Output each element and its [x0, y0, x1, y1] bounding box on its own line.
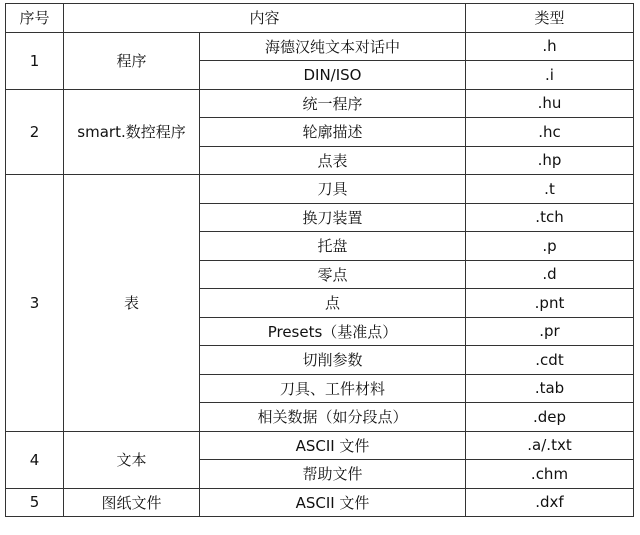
file-extension-cell: .a/.txt: [466, 431, 634, 460]
table-row: [6, 431, 634, 460]
file-extension-cell: .pr: [466, 317, 634, 346]
file-extension-cell: .t: [466, 175, 634, 204]
item-cell: 海德汉纯文本对话中: [200, 32, 466, 61]
category-cell: 表: [64, 175, 200, 432]
item-cell: ASCII 文件: [200, 488, 466, 517]
table-row: [6, 488, 634, 517]
item-cell: 点表: [200, 146, 466, 175]
file-extension-cell: .dep: [466, 403, 634, 432]
file-extension-cell: .hp: [466, 146, 634, 175]
file-extension-cell: .hc: [466, 118, 634, 147]
header-type: 类型: [466, 4, 634, 33]
file-extension-cell: .hu: [466, 89, 634, 118]
table-row: [6, 32, 634, 61]
header-row: [6, 4, 634, 33]
file-extension-cell: .h: [466, 32, 634, 61]
table-row: [6, 89, 634, 118]
file-extension-cell: .chm: [466, 460, 634, 489]
file-type-table-container: [5, 3, 634, 517]
file-type-table: [5, 3, 634, 517]
table-body: [6, 32, 634, 517]
file-extension-cell: .dxf: [466, 488, 634, 517]
row-number-cell: 1: [6, 32, 64, 89]
item-cell: DIN/ISO: [200, 61, 466, 90]
item-cell: 点: [200, 289, 466, 318]
item-cell: 刀具: [200, 175, 466, 204]
category-cell: 文本: [64, 431, 200, 488]
item-cell: 零点: [200, 260, 466, 289]
row-number-cell: 4: [6, 431, 64, 488]
file-extension-cell: .cdt: [466, 346, 634, 375]
item-cell: 托盘: [200, 232, 466, 261]
table-row: [6, 175, 634, 204]
item-cell: 相关数据（如分段点）: [200, 403, 466, 432]
category-cell: smart.数控程序: [64, 89, 200, 175]
file-extension-cell: .i: [466, 61, 634, 90]
item-cell: Presets（基准点）: [200, 317, 466, 346]
header-content: 内容: [64, 4, 466, 33]
item-cell: ASCII 文件: [200, 431, 466, 460]
item-cell: 轮廓描述: [200, 118, 466, 147]
item-cell: 换刀装置: [200, 203, 466, 232]
file-extension-cell: .tab: [466, 374, 634, 403]
row-number-cell: 3: [6, 175, 64, 432]
file-extension-cell: .d: [466, 260, 634, 289]
item-cell: 刀具、工件材料: [200, 374, 466, 403]
category-cell: 图纸文件: [64, 488, 200, 517]
file-extension-cell: .p: [466, 232, 634, 261]
header-no: 序号: [6, 4, 64, 33]
row-number-cell: 5: [6, 488, 64, 517]
item-cell: 切削参数: [200, 346, 466, 375]
item-cell: 统一程序: [200, 89, 466, 118]
category-cell: 程序: [64, 32, 200, 89]
row-number-cell: 2: [6, 89, 64, 175]
file-extension-cell: .pnt: [466, 289, 634, 318]
file-extension-cell: .tch: [466, 203, 634, 232]
item-cell: 帮助文件: [200, 460, 466, 489]
